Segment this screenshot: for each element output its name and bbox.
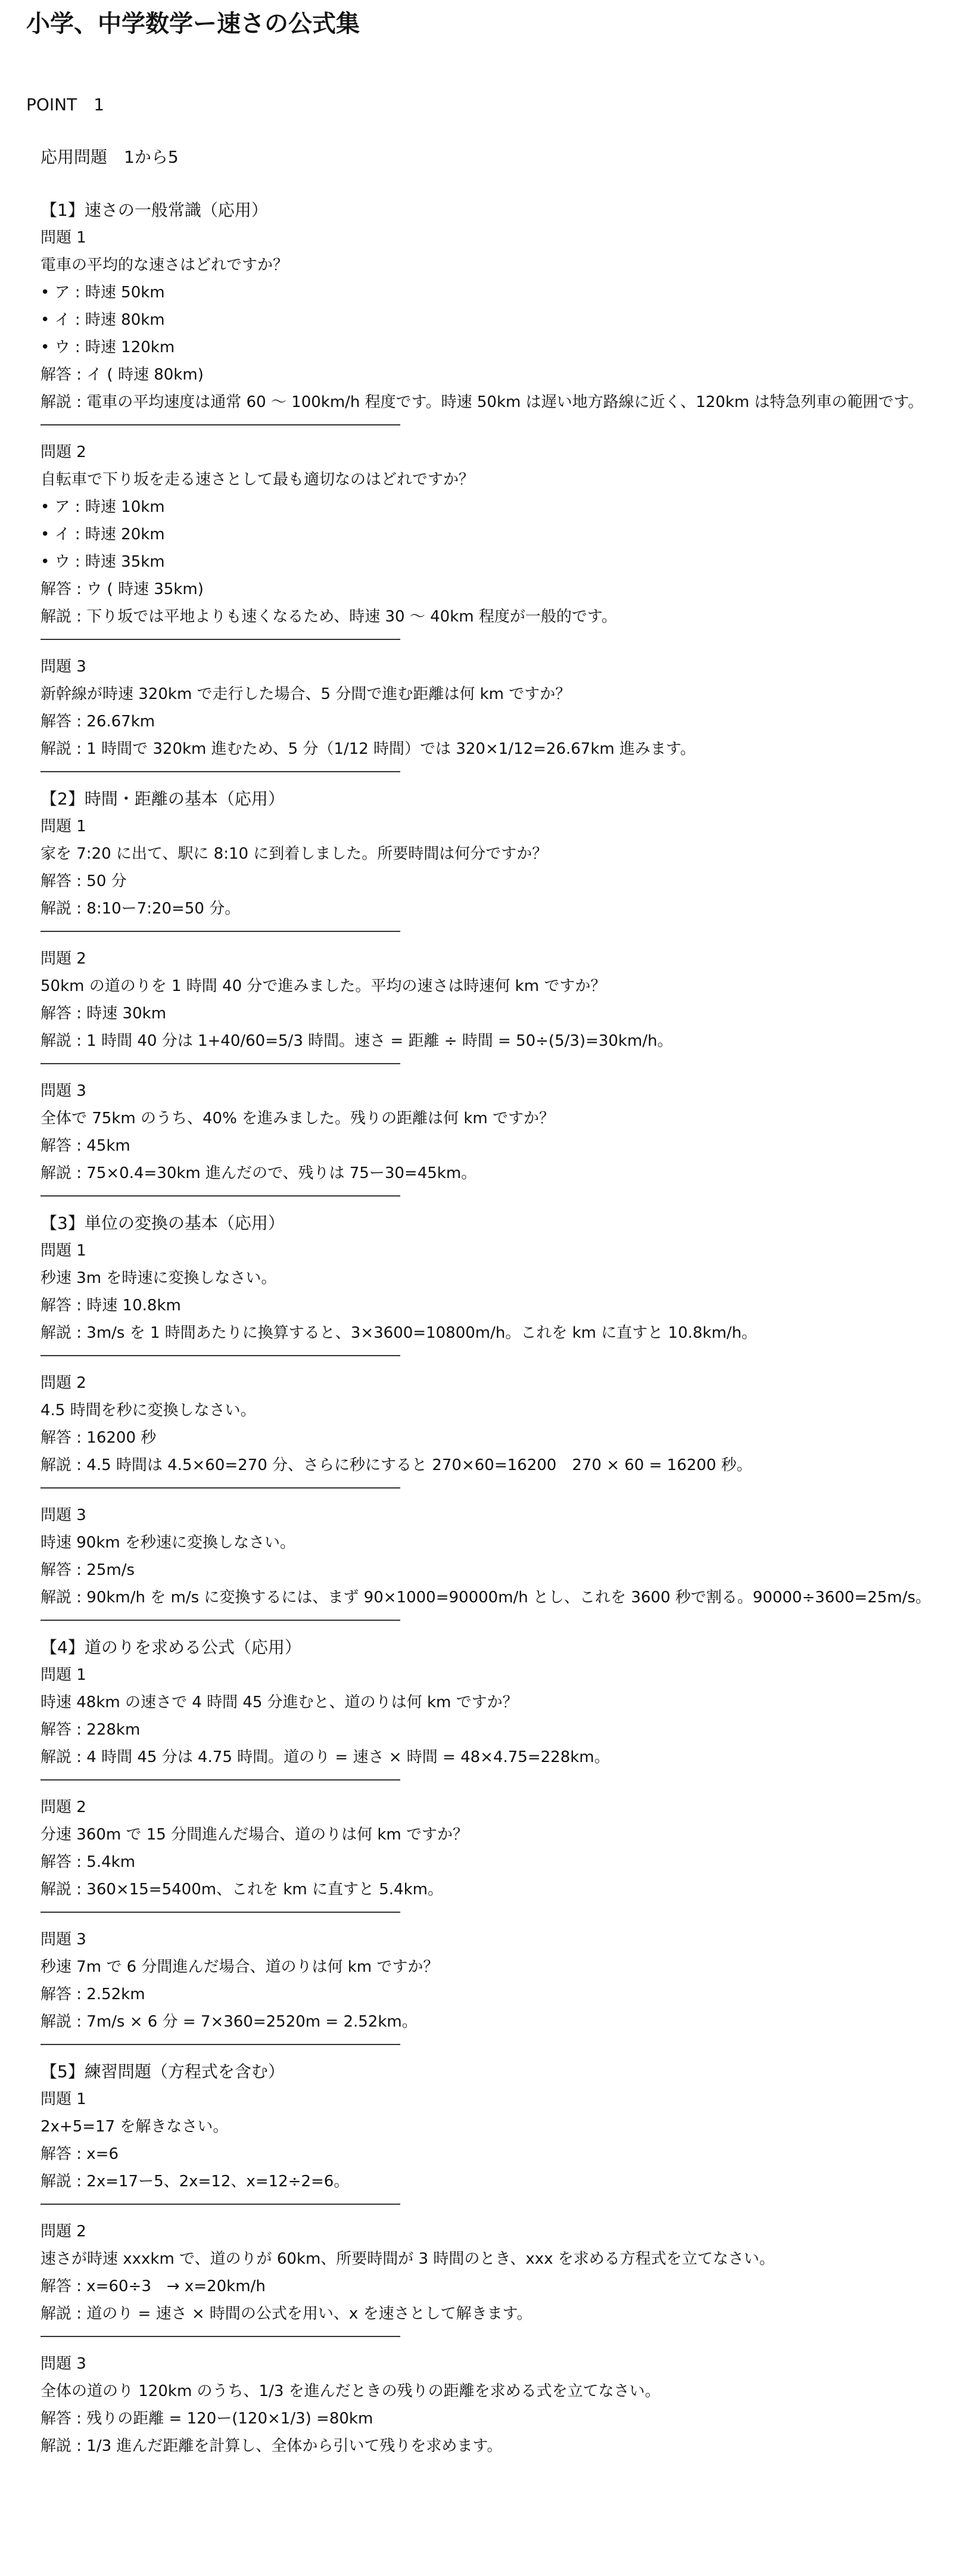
divider [41, 2044, 400, 2045]
section-4 [41, 1634, 927, 2045]
problem-label: 問題 3 [41, 1506, 86, 1524]
section-3 [41, 1210, 931, 1621]
problem-question: 時速 90km を秒速に変換しなさい。 [41, 1534, 295, 1552]
problem-block [41, 439, 927, 630]
problem-explanation: 解説 : 下り坂では平地よりも速くなるため、時速 30 〜 40km 程度が一般的です。 [41, 608, 617, 626]
section-title: 【3】単位の変換の基本（応用） [41, 1213, 285, 1233]
problem-answer: 解答 : イ ( 時速 80km) [41, 366, 204, 384]
problem-block [41, 1077, 927, 1187]
problem-label: 問題 1 [41, 818, 86, 835]
problem-block [41, 1661, 927, 1771]
problem-answer: 解答 : x=6 [41, 2145, 119, 2163]
problem-explanation: 解説 : 360×15=5400m、これを km に直すと 5.4km。 [41, 1881, 443, 1898]
problem-label: 問題 3 [41, 658, 86, 676]
point-label: POINT 1 [26, 95, 105, 114]
problem-question: 自転車で下り坂を走る速さとして最も適切なのはどれですか？ [41, 471, 475, 489]
divider [41, 931, 400, 932]
divider [41, 1779, 400, 1780]
problem-question: 分速 360m で 15 分間進んだ場合、道のりは何 km ですか？ [41, 1826, 469, 1844]
problem-block [41, 653, 927, 763]
problem-explanation: 解説 : 1 時間 40 分は 1+40/60=5/3 時間。速さ = 距離 ÷ 時間 = 50÷(5/3)=30km/h。 [41, 1032, 673, 1050]
problem-block [41, 945, 927, 1055]
problem-question: 電車の平均的な速さはどれですか？ [41, 256, 289, 274]
divider [41, 2336, 400, 2337]
problem-answer: 解答 : ウ ( 時速 35km) [41, 580, 204, 598]
problem-question: 秒速 7m で 6 分間進んだ場合、道のりは何 km ですか？ [41, 1958, 439, 1976]
problem-answer: 解答 : 228km [41, 1721, 141, 1739]
problem-question: 全体で 75km のうち、40% を進みました。残りの距離は何 km ですか？ [41, 1110, 555, 1127]
section-5 [41, 2058, 927, 2460]
problem-answer: 解答 : 時速 30km [41, 1005, 167, 1023]
problem-explanation: 解説 : 1 時間で 320km 進むため、5 分（1/12 時間）では 320×1/12=26.67km 進みます。 [41, 740, 696, 758]
section-2 [41, 785, 927, 1197]
problem-block [41, 1926, 927, 2036]
section-title: 【4】道のりを求める公式（応用） [41, 1637, 301, 1657]
problem-answer: 解答 : 25m/s [41, 1561, 135, 1579]
problem-question: 50km の道のりを 1 時間 40 分で進みました。平均の速さは時速何 km ですか？ [41, 977, 606, 995]
problem-answer: 解答 : 45km [41, 1137, 130, 1155]
problem-label: 問題 1 [41, 1242, 86, 1260]
problem-explanation: 解説 : 4.5 時間は 4.5×60=270 分、さらに秒にすると 270×60=16200 270 × 60 = 16200 秒。 [41, 1456, 752, 1474]
content [41, 145, 931, 2460]
divider [41, 771, 400, 772]
problem-label: 問題 1 [41, 2090, 86, 2108]
problem-question: 新幹線が時速 320km で走行した場合、5 分間で進む距離は何 km ですか？ [41, 685, 571, 703]
problem-question: 全体の道のり 120km のうち、1/3 を進んだときの残りの距離を求める式を立てなさい。 [41, 2382, 661, 2400]
problem-question: 速さが時速 xxxkm で、道のりが 60km、所要時間が 3 時間のとき、xxx を求める方程式を立てなさい。 [41, 2250, 775, 2268]
problem-answer: 解答 : 50 分 [41, 872, 127, 890]
problem-explanation: 解説 : 道のり = 速さ × 時間の公式を用い、x を速さとして解きます。 [41, 2305, 532, 2323]
divider [41, 1355, 400, 1356]
section-title: 【1】速さの一般常識（応用） [41, 200, 268, 220]
answer-option: • ア : 時速 10km [41, 493, 927, 521]
sections-container [41, 197, 931, 2460]
problem-block [41, 1794, 927, 1903]
divider [41, 1063, 400, 1064]
divider [41, 424, 400, 425]
problem-answer: 解答 : 5.4km [41, 1853, 136, 1871]
problem-block [41, 2350, 927, 2460]
divider [41, 2204, 400, 2205]
problem-answer: 解答 : x=60÷3 → x=20km/h [41, 2277, 266, 2295]
problem-answer: 解答 : 16200 秒 [41, 1429, 157, 1447]
problem-label: 問題 3 [41, 1082, 86, 1100]
problem-label: 問題 1 [41, 1666, 86, 1684]
problem-explanation: 解説 : 90km/h を m/s に変換するには、まず 90×1000=90000m/h とし、これを 3600 秒で割る。90000÷3600=25m/s。 [41, 1589, 931, 1606]
problem-explanation: 解説 : 1/3 進んだ距離を計算し、全体から引いて残りを求めます。 [41, 2437, 503, 2455]
problem-block [41, 224, 927, 416]
answer-option: • ウ : 時速 120km [41, 334, 927, 361]
divider [41, 1487, 400, 1489]
problem-block [41, 1369, 927, 1479]
divider [41, 1195, 400, 1197]
problem-label: 問題 2 [41, 1374, 86, 1392]
problem-label: 問題 2 [41, 2223, 86, 2241]
divider [41, 1912, 400, 1913]
problem-explanation: 解説 : 2x=17ー5、2x=12、x=12÷2=6。 [41, 2173, 350, 2190]
problem-answer: 解答 : 26.67km [41, 713, 155, 731]
problem-question: 秒速 3m を時速に変換しなさい。 [41, 1269, 277, 1287]
section-title: 【5】練習問題（方程式を含む） [41, 2062, 285, 2081]
problem-block [41, 1502, 931, 1611]
problem-explanation: 解説 : 7m/s × 6 分 = 7×360=2520m = 2.52km。 [41, 2013, 418, 2031]
problem-question: 家を 7:20 に出て、駅に 8:10 に到着しました。所要時間は何分ですか？ [41, 845, 548, 863]
answer-option: • ア : 時速 50km [41, 279, 927, 306]
problem-block [41, 2086, 927, 2195]
problem-explanation: 解説 : 3m/s を 1 時間あたりに換算すると、3×3600=10800m/h。これを km に直すと 10.8km/h。 [41, 1324, 758, 1342]
section-1 [41, 197, 927, 772]
problem-label: 問題 2 [41, 950, 86, 968]
problem-block [41, 2218, 927, 2328]
problem-question: 4.5 時間を秒に変換しなさい。 [41, 1402, 256, 1419]
problem-label: 問題 2 [41, 443, 86, 461]
problem-explanation: 解説 : 4 時間 45 分は 4.75 時間。道のり = 速さ × 時間 = 48×4.75=228km。 [41, 1748, 610, 1766]
problem-block [41, 813, 927, 922]
divider [41, 1620, 400, 1621]
problem-answer: 解答 : 残りの距離 = 120ー(120×1/3) =80km [41, 2410, 373, 2428]
problem-label: 問題 3 [41, 1931, 86, 1949]
problem-question: 時速 48km の速さで 4 時間 45 分進むと、道のりは何 km ですか？ [41, 1693, 518, 1711]
problem-label: 問題 3 [41, 2355, 86, 2373]
page-title: 小学、中学数学ー速さの公式集 [26, 10, 360, 38]
problem-question: 2x+5=17 を解きなさい。 [41, 2118, 229, 2136]
divider [41, 639, 400, 640]
problem-label: 問題 1 [41, 229, 86, 247]
problem-explanation: 解説 : 75×0.4=30km 進んだので、残りは 75ー30=45km。 [41, 1164, 477, 1182]
answer-option: • イ : 時速 20km [41, 521, 927, 548]
section-title: 【2】時間・距離の基本（応用） [41, 789, 285, 809]
subtitle: 応用問題 1から5 [41, 147, 179, 167]
problem-label: 問題 2 [41, 1798, 86, 1816]
problem-block [41, 1237, 927, 1347]
answer-option: • ウ : 時速 35km [41, 548, 927, 576]
problem-answer: 解答 : 2.52km [41, 1985, 145, 2003]
problem-explanation: 解説 : 8:10ー7:20=50 分。 [41, 900, 241, 918]
problem-explanation: 解説 : 電車の平均速度は通常 60 〜 100km/h 程度です。時速 50km は遅い地方路線に近く、120km は特急列車の範囲です。 [41, 393, 924, 411]
problem-answer: 解答 : 時速 10.8km [41, 1297, 181, 1315]
answer-option: • イ : 時速 80km [41, 306, 927, 334]
